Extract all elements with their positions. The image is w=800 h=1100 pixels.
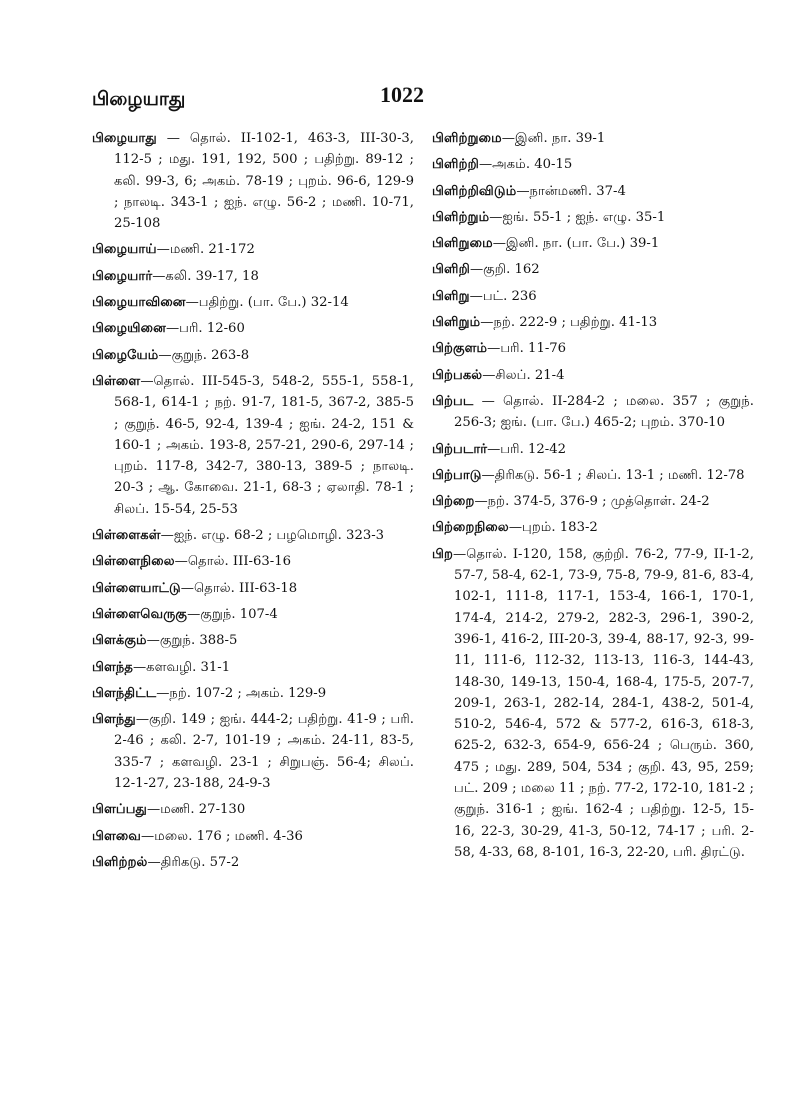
entry-references: —குறுந். 263-8: [158, 347, 250, 363]
entry-headword: பிளப்பது: [92, 802, 147, 818]
entry-headword: பிள்ளை: [92, 373, 141, 389]
index-entry: [92, 551, 414, 572]
index-entry: [432, 181, 754, 202]
entry-headword: பிளிற்றல்: [92, 854, 148, 870]
page-number: 1022: [380, 82, 424, 107]
index-entry: [432, 207, 754, 228]
index-entry: [92, 525, 414, 546]
entry-references: —குறுந். 107-4: [187, 606, 278, 622]
entry-references: —குறி. 162: [469, 262, 540, 278]
entry-headword: பிழையினை: [92, 321, 166, 337]
entry-references: —அகம். 40-15: [478, 157, 573, 173]
right-column: [432, 128, 754, 868]
entry-headword: பிற்பகல்: [432, 367, 483, 383]
entry-references: —பரி. 12-42: [487, 441, 567, 457]
running-head: பிழையாது: [92, 88, 186, 110]
index-entry: [432, 517, 754, 538]
entry-references: —நற். 222-9 ; பதிற்று. 41-13: [480, 315, 658, 331]
entry-headword: பிள்ளையாட்டு: [92, 580, 181, 596]
index-entry: [92, 371, 414, 520]
entry-references: —களவழி. 31-1: [132, 659, 231, 675]
entry-references: —பரி. 11-76: [487, 341, 567, 357]
entry-headword: பிளந்திட்ட: [92, 685, 157, 701]
entry-references: —தொல். I-120, 158, குற்றி. 76-2, 77-9, II-1-2, 57-7, 58-4, 62-1, 73-9, 75-8, 79-9, 81-6, 83-4, 102-1, 111-8, 117-1, 153-4, 166-1, 170-1, 174-4, 214-2, 279-2, 282-3, 296-1, 390-2, 396-1, 416-2, III-20-3, 39-4, 88-17, 92-3, 99-11, 111-6, 112-32, 113-13, 116-3, 144-43, 148-30, 149-13, 150-4, 168-4, 175-5, 207-7, 209-1, 263-1, 282-14, 284-1, 438-2, 501-4, 510-2, 546-4, 572 & 577-2, 616-3, 618-3, 625-2, 632-3, 654-9, 656-24 ; பெரும். 360, 475 ; மது. 289, 504, 534 ; குறி. 43, 95, 259; பட். 209 ; மலை 11 ; நற். 77-2, 172-10, 181-2 ; குறுந். 316-1 ; ஐங். 162-4 ; பதிற்று. 12-5, 15-16, 22-3, 30-29, 41-3, 50-12, 74-17 ; பரி. 2-58, 4-33, 68, 8-101, 16-3, 22-20, பரி. திரட்டு.: [453, 546, 754, 860]
entry-references: —ஐங். 55-1 ; ஐந். எழு. 35-1: [489, 209, 666, 225]
entry-references: —இனி. நா. 39-1: [501, 131, 606, 146]
index-entry: [92, 799, 414, 820]
entry-references: —பரி. 12-60: [165, 321, 245, 337]
entry-headword: பிற்குளம்: [432, 341, 488, 357]
entry-references: —நான்மணி. 37-4: [516, 183, 626, 199]
entry-headword: பிள்ளைநிலை: [92, 554, 175, 570]
entry-headword: பிள்ளைவெருகு: [92, 606, 188, 622]
entry-references: —மணி. 21-172: [156, 242, 255, 258]
index-entry: [432, 259, 754, 280]
index-entry: [432, 391, 754, 434]
entry-headword: பிளிறு: [432, 288, 470, 304]
index-entry: [92, 292, 414, 313]
index-entry: [432, 128, 754, 149]
entry-references: —மணி. 27-130: [147, 802, 246, 818]
index-entry: [92, 604, 414, 625]
index-entry: [92, 826, 414, 847]
index-entry: [432, 544, 754, 863]
entry-headword: பிளிற்றுமை: [432, 131, 502, 146]
entry-headword: பிற்றை: [432, 494, 475, 510]
entry-references: —கலி. 39-17, 18: [152, 268, 259, 284]
entry-references: —மலை. 176 ; மணி. 4-36: [141, 828, 303, 844]
entry-references: —தொல். III-63-18: [180, 580, 298, 596]
entry-references: —குறி. 149 ; ஐங். 444-2; பதிற்று. 41-9 ; பரி. 2-46 ; கலி. 2-7, 101-19 ; அகம். 24-11, 83-5, 335-7 ; களவழி. 23-1 ; சிறுபஞ். 56-4; சிலப். 12-1-27, 23-188, 24-9-3: [114, 712, 414, 792]
entry-references: —நற். 374-5, 376-9 ; முத்தொள். 24-2: [474, 494, 710, 510]
entry-headword: பிளந்த: [92, 659, 133, 675]
index-entry: [92, 657, 414, 678]
index-entry: [92, 318, 414, 339]
index-entry: [432, 312, 754, 333]
entry-headword: பிளிற்றி: [432, 157, 479, 173]
index-entry: [432, 286, 754, 307]
entry-references: —பதிற்று. (பா. பே.) 32-14: [185, 295, 349, 311]
index-entry: [92, 578, 414, 599]
index-entry: [92, 709, 414, 794]
entry-headword: பிளிறும்: [432, 315, 481, 331]
index-entry: [432, 365, 754, 386]
index-entry: [432, 491, 754, 512]
entry-headword: பிற்படார்: [432, 441, 488, 457]
index-entry: [92, 345, 414, 366]
index-entry: [432, 233, 754, 254]
entry-references: — தொல். II-284-2 ; மலை. 357 ; குறுந். 256-3; ஐங். (பா. பே.) 465-2; புறம். 370-10: [454, 393, 754, 431]
index-entry: [92, 266, 414, 287]
entry-references: —திரிகடு. 57-2: [147, 854, 240, 870]
index-entry: [92, 852, 414, 873]
index-entry: [432, 338, 754, 359]
entry-headword: பிழையாய்: [92, 242, 157, 258]
entry-references: — தொல். II-102-1, 463-3, III-30-3, 112-5 ; மது. 191, 192, 500 ; பதிற்று. 89-12 ; கலி. 99-3, 6; அகம். 78-19 ; புறம். 96-6, 129-9 ; நாலடி. 343-1 ; ஐந். எழு. 56-2 ; மணி. 10-71, 25-108: [114, 131, 414, 232]
index-entry: [432, 465, 754, 486]
entry-headword: பிழையேம்: [92, 347, 159, 363]
entry-headword: பிற்றைநிலை: [432, 520, 509, 536]
index-entry: [432, 154, 754, 175]
entry-references: —ஐந். எழு. 68-2 ; பழமொழி. 323-3: [160, 528, 385, 544]
entry-references: —தொல். III-63-16: [174, 554, 292, 570]
entry-headword: பிளக்கும்: [92, 633, 147, 649]
entry-headword: பிற: [432, 546, 454, 562]
entry-headword: பிற்பட: [432, 393, 474, 409]
entry-headword: பிளிற்றும்: [432, 209, 490, 225]
entry-references: —திரிகடு. 56-1 ; சிலப். 13-1 ; மணி. 12-78: [481, 467, 745, 483]
index-entry: [92, 239, 414, 260]
entry-references: —பட். 236: [469, 288, 537, 304]
left-column: [92, 128, 414, 878]
index-entry: [92, 128, 414, 234]
entry-references: —இனி. நா. (பா. பே.) 39-1: [492, 236, 660, 252]
entry-references: —சிலப். 21-4: [482, 367, 565, 383]
index-entry: [92, 683, 414, 704]
entry-references: —தொல். III-545-3, 548-2, 555-1, 558-1, 568-1, 614-1 ; நற். 91-7, 181-5, 367-2, 385-5 ; குறுந். 46-5, 92-4, 139-4 ; ஐங். 24-2, 151 & 160-1 ; அகம். 193-8, 257-21, 290-6, 297-14 ; புறம். 117-8, 342-7, 380-13, 389-5 ; நாலடி. 20-3 ; ஆ. கோவை. 21-1, 68-3 ; ஏலாதி. 78-1 ; சிலப். 15-54, 25-53: [114, 373, 414, 517]
entry-headword: பிழையார்: [92, 268, 153, 284]
entry-references: —நற். 107-2 ; அகம். 129-9: [156, 685, 327, 701]
entry-headword: பிளவை: [92, 828, 142, 844]
entry-headword: பிளிறுமை: [432, 236, 493, 252]
entry-headword: பிற்பாடு: [432, 467, 482, 483]
entry-headword: பிளிறி: [432, 262, 470, 278]
index-entry: [432, 439, 754, 460]
entry-headword: பிள்ளைகள்: [92, 528, 161, 544]
entry-references: —குறுந். 388-5: [146, 633, 238, 649]
entry-references: —புறம். 183-2: [508, 520, 598, 536]
entry-headword: பிளிற்றிவிடும்: [432, 183, 517, 199]
index-entry: [92, 630, 414, 651]
entry-headword: பிளந்து: [92, 712, 136, 728]
entry-headword: பிழையாவினை: [92, 295, 186, 311]
entry-headword: பிழையாது: [92, 131, 157, 146]
